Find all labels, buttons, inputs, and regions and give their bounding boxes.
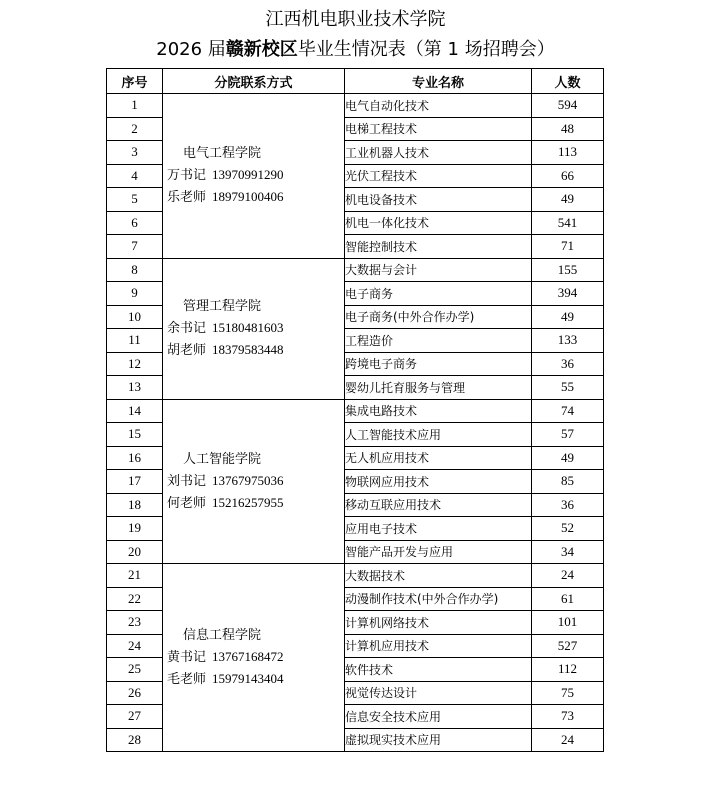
contact-phone: 15979143404 — [212, 671, 284, 686]
row-number: 4 — [107, 164, 163, 188]
row-number: 5 — [107, 188, 163, 212]
college-contact-cell — [163, 399, 345, 564]
contact-role: 刘书记 — [167, 473, 207, 489]
student-count: 55 — [532, 376, 604, 400]
row-number: 12 — [107, 352, 163, 376]
student-count: 113 — [532, 141, 604, 165]
major-name: 工业机器人技术 — [345, 141, 532, 165]
college-contact — [163, 668, 344, 690]
major-name: 软件技术 — [345, 658, 532, 682]
student-count: 24 — [532, 564, 604, 588]
row-number: 10 — [107, 305, 163, 329]
subtitle-prefix: 2026 届 — [156, 39, 226, 60]
major-name: 跨境电子商务 — [345, 352, 532, 376]
header-no: 序号 — [107, 69, 163, 94]
major-name: 计算机应用技术 — [345, 634, 532, 658]
row-number: 6 — [107, 211, 163, 235]
row-number: 21 — [107, 564, 163, 588]
student-count: 48 — [532, 117, 604, 141]
student-count: 101 — [532, 611, 604, 635]
subtitle-suffix: 毕业生情况表（第 1 场招聘会） — [297, 39, 555, 60]
row-number: 3 — [107, 141, 163, 165]
major-name: 电梯工程技术 — [345, 117, 532, 141]
student-count: 85 — [532, 470, 604, 494]
college-name: 电气工程学院 — [183, 146, 262, 162]
contact-phone: 15216257955 — [212, 494, 284, 510]
row-number: 23 — [107, 611, 163, 635]
row-number: 16 — [107, 446, 163, 470]
row-number: 15 — [107, 423, 163, 447]
student-count: 112 — [532, 658, 604, 682]
header-major: 专业名称 — [345, 69, 532, 94]
major-name: 婴幼儿托育服务与管理 — [345, 376, 532, 400]
contact-role: 何老师 — [167, 495, 207, 511]
contact-role: 乐老师 — [167, 190, 207, 206]
student-count: 66 — [532, 164, 604, 188]
student-count: 155 — [532, 258, 604, 282]
student-count: 75 — [532, 681, 604, 705]
college-contact-cell — [163, 564, 345, 752]
contact-role: 毛老师 — [167, 672, 207, 687]
major-name: 电子商务(中外合作办学) — [345, 305, 532, 329]
major-name: 计算机网络技术 — [345, 611, 532, 635]
table-body — [107, 94, 604, 752]
major-name: 智能产品开发与应用 — [345, 540, 532, 564]
student-count: 71 — [532, 235, 604, 259]
contact-phone: 18979100406 — [212, 189, 284, 205]
major-name: 应用电子技术 — [345, 517, 532, 541]
major-name: 信息安全技术应用 — [345, 705, 532, 729]
student-count: 36 — [532, 352, 604, 376]
major-name: 大数据与会计 — [345, 258, 532, 282]
row-number: 8 — [107, 258, 163, 282]
student-count: 61 — [532, 587, 604, 611]
contact-phone: 13970991290 — [212, 167, 284, 183]
row-number: 24 — [107, 634, 163, 658]
college-contact — [163, 186, 344, 208]
college-name: 人工智能学院 — [183, 451, 262, 467]
student-count: 541 — [532, 211, 604, 235]
college-contact — [163, 317, 344, 339]
major-name: 电气自动化技术 — [345, 94, 532, 118]
student-count: 73 — [532, 705, 604, 729]
row-number: 1 — [107, 94, 163, 118]
student-count: 36 — [532, 493, 604, 517]
major-name: 视觉传达设计 — [345, 681, 532, 705]
student-count: 24 — [532, 728, 604, 752]
contact-role: 黄书记 — [167, 650, 207, 665]
college-contact — [163, 646, 344, 668]
table-header-row — [107, 69, 604, 94]
student-count: 74 — [532, 399, 604, 423]
row-number: 17 — [107, 470, 163, 494]
student-count: 49 — [532, 305, 604, 329]
row-number: 13 — [107, 376, 163, 400]
row-number: 19 — [107, 517, 163, 541]
row-number: 26 — [107, 681, 163, 705]
major-name: 电子商务 — [345, 282, 532, 306]
row-number: 11 — [107, 329, 163, 353]
college-contact — [163, 164, 344, 186]
major-name: 工程造价 — [345, 329, 532, 353]
student-count: 57 — [532, 423, 604, 447]
college-contact — [163, 339, 344, 361]
college-contact-cell — [163, 258, 345, 399]
subtitle-campus: 赣新校区 — [225, 39, 298, 60]
major-name: 虚拟现实技术应用 — [345, 728, 532, 752]
major-name: 物联网应用技术 — [345, 470, 532, 494]
college-contact-cell — [163, 94, 345, 259]
contact-role: 万书记 — [167, 168, 207, 184]
major-name: 集成电路技术 — [345, 399, 532, 423]
document-title: 江西机电职业技术学院 — [265, 9, 446, 30]
contact-role: 余书记 — [167, 321, 207, 336]
contact-phone: 15180481603 — [212, 320, 284, 335]
contact-phone: 18379583448 — [212, 342, 284, 357]
major-name: 机电设备技术 — [345, 188, 532, 212]
student-count: 52 — [532, 517, 604, 541]
major-name: 动漫制作技术(中外合作办学) — [345, 587, 532, 611]
student-count: 527 — [532, 634, 604, 658]
major-name: 大数据技术 — [345, 564, 532, 588]
student-count: 594 — [532, 94, 604, 118]
row-number: 14 — [107, 399, 163, 423]
student-count: 49 — [532, 188, 604, 212]
graduate-table — [106, 68, 604, 752]
row-number: 25 — [107, 658, 163, 682]
student-count: 49 — [532, 446, 604, 470]
major-name: 无人机应用技术 — [345, 446, 532, 470]
row-number: 2 — [107, 117, 163, 141]
table-row — [107, 564, 604, 588]
college-name: 信息工程学院 — [183, 628, 262, 643]
student-count: 133 — [532, 329, 604, 353]
row-number: 22 — [107, 587, 163, 611]
contact-phone: 13767975036 — [212, 472, 284, 488]
table-row — [107, 399, 604, 423]
table-row — [107, 258, 604, 282]
college-contact — [163, 492, 344, 514]
table-row — [107, 94, 604, 118]
major-name: 机电一体化技术 — [345, 211, 532, 235]
major-name: 人工智能技术应用 — [345, 423, 532, 447]
contact-phone: 13767168472 — [212, 649, 284, 664]
college-contact — [163, 470, 344, 492]
row-number: 7 — [107, 235, 163, 259]
major-name: 移动互联应用技术 — [345, 493, 532, 517]
row-number: 20 — [107, 540, 163, 564]
row-number: 18 — [107, 493, 163, 517]
header-college: 分院联系方式 — [163, 69, 345, 94]
major-name: 智能控制技术 — [345, 235, 532, 259]
student-count: 34 — [532, 540, 604, 564]
contact-role: 胡老师 — [167, 343, 207, 358]
document-subtitle — [0, 38, 711, 62]
row-number: 27 — [107, 705, 163, 729]
student-count: 394 — [532, 282, 604, 306]
major-name: 光伏工程技术 — [345, 164, 532, 188]
row-number: 28 — [107, 728, 163, 752]
row-number: 9 — [107, 282, 163, 306]
college-name: 管理工程学院 — [183, 299, 262, 314]
header-count: 人数 — [532, 69, 604, 94]
